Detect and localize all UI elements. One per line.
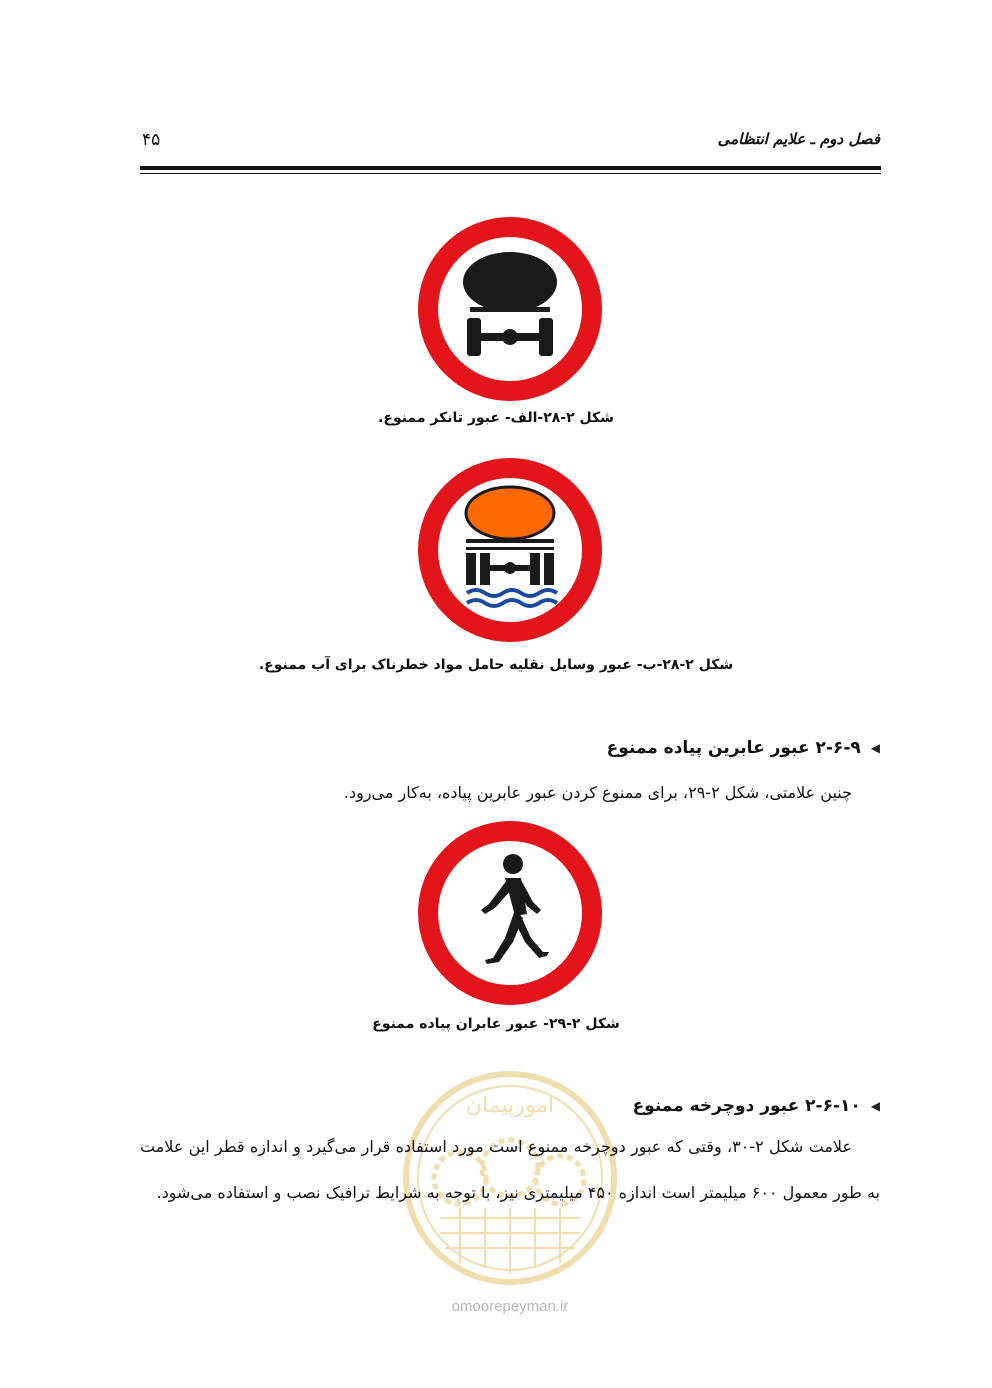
section-heading [607, 738, 880, 758]
figure-caption: شکل ۲-۲۹- عبور عابران پیاده ممنوع [372, 1016, 620, 1032]
figure-caption: شکل ۲-۲۸-ب- عبور وسایل نقلیه حامل مواد خطرناک برای آب ممنوع. [258, 657, 734, 673]
section-heading [633, 1096, 880, 1116]
header-rule-thick [140, 166, 881, 170]
bullet-arrow-icon: ◀ [870, 741, 880, 755]
bullet-arrow-icon: ◀ [870, 1099, 880, 1113]
no-tanker-sign-icon [415, 214, 605, 404]
no-pedestrians-sign-icon [415, 818, 605, 1008]
page-number: ۴۵ [142, 130, 161, 150]
watermark-site-text: omoorepeyman.ir [451, 1298, 569, 1315]
no-water-polluting-goods-sign-icon [415, 455, 605, 645]
watermark-logo-text: امورپیمان [465, 1093, 555, 1118]
section-heading-text: ۲-۶-۹ عبور عابرین پیاده ممنوع [606, 738, 861, 758]
chapter-title: فصل دوم ـ علایم انتظامی [717, 130, 880, 148]
figure-caption: شکل ۲-۲۸-الف- عبور تانکر ممنوع. [378, 410, 614, 426]
header-rule-thin [140, 173, 881, 174]
section-paragraph: علامت شکل ۲-۳۰، وقتی که عبور دوچرخه ممنوع است مورد استفاده قرار می‌گیرد و اندازه قطر این علامت به طور معمول ۶۰۰ میلیمتر است اندازه ۴۵۰ میلیمتری نیز، با توجه به شرایط ترافیک نصب و استفاده می‌شود. [140, 1137, 880, 1202]
section-paragraph: چنین علامتی، شکل ۲-۲۹، برای ممنوع کردن عبور عابرین پیاده، به‌کار می‌رود. [343, 783, 852, 802]
section-heading-text: ۲-۶-۱۰ عبور دوچرخه ممنوع [632, 1096, 861, 1116]
